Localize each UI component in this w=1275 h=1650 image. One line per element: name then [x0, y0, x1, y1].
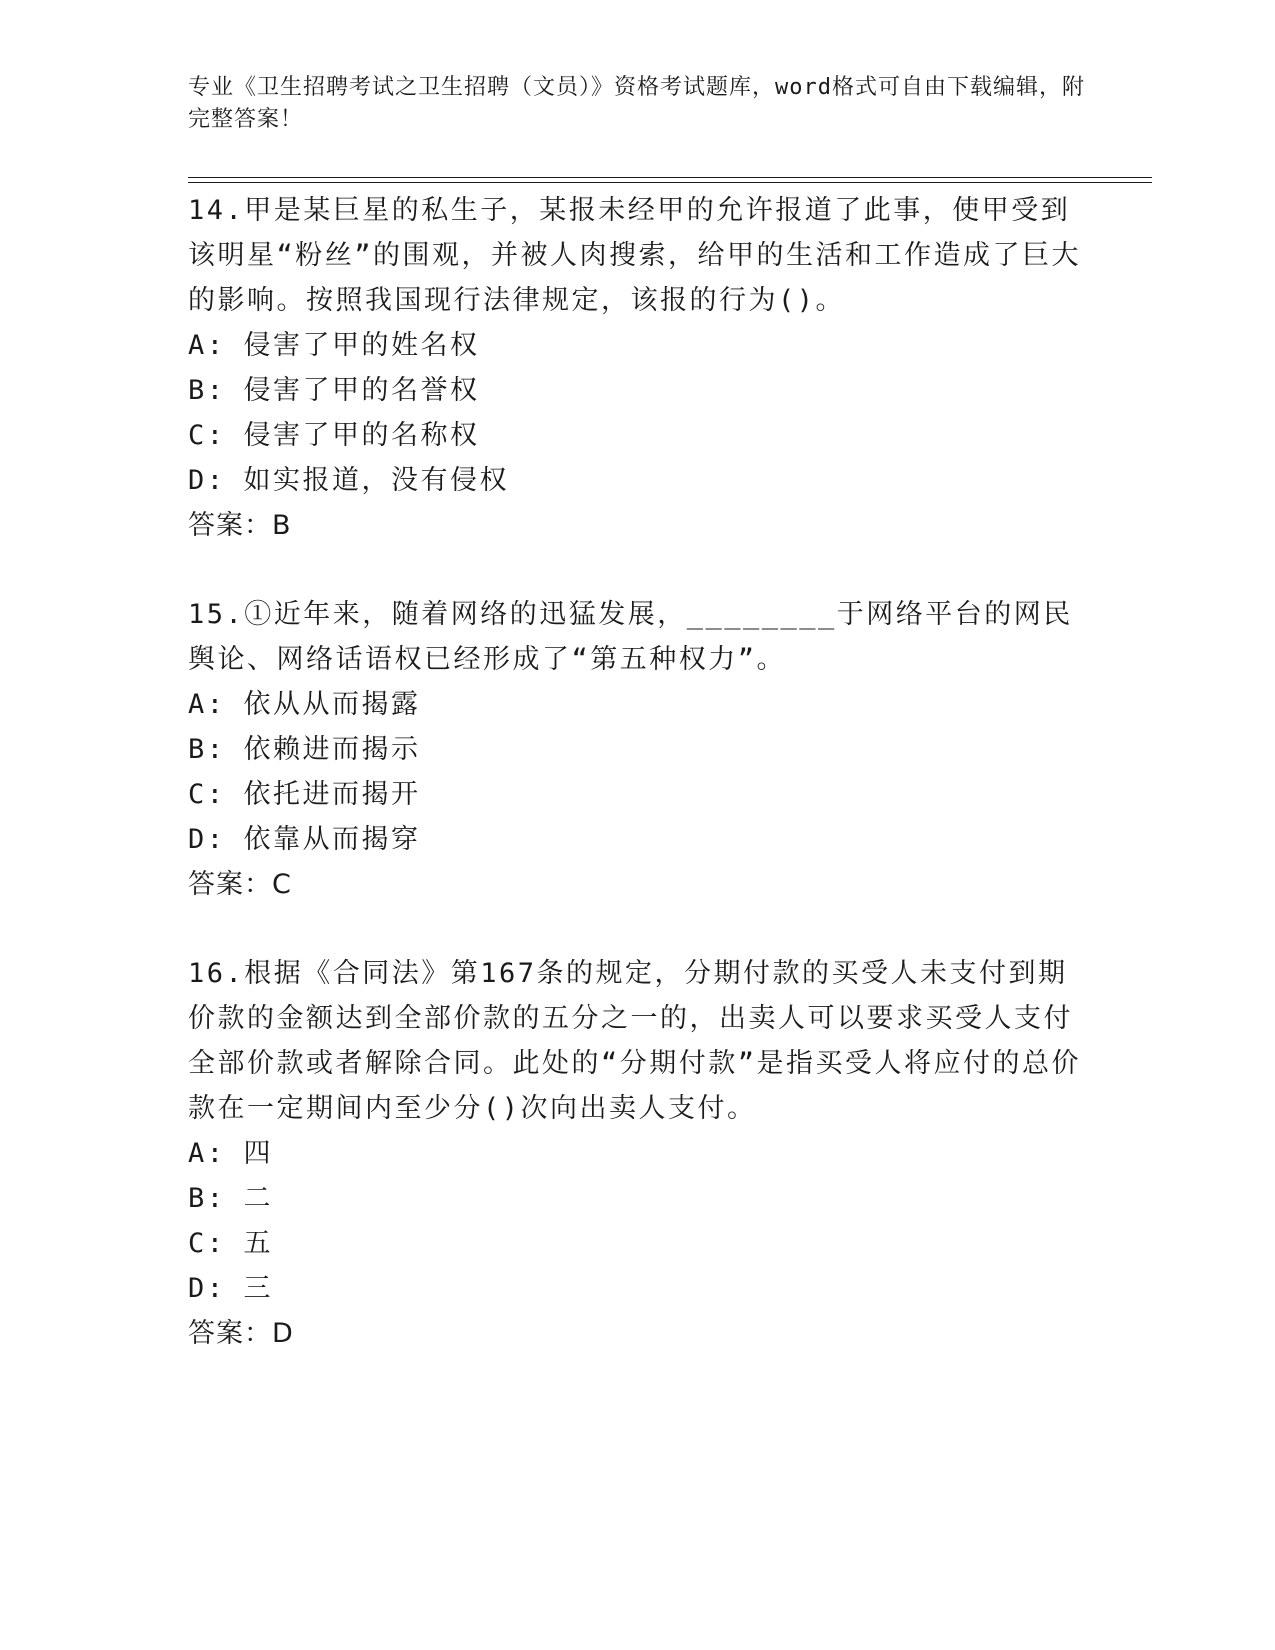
option-letter: B:: [188, 1183, 226, 1214]
option-d: [188, 1266, 1088, 1311]
question-stem: 14.甲是某巨星的私生子，某报未经甲的允许报道了此事，使甲受到该明星“粉丝”的围观，并被人肉搜索，给甲的生活和工作造成了巨大的影响。按照我国现行法律规定，该报的行为()。: [188, 195, 1082, 316]
option-b: [188, 727, 1088, 772]
answer-line: 答案：D: [188, 1318, 294, 1349]
option-text: 依托进而揭开: [243, 779, 421, 810]
option-a: [188, 682, 1088, 727]
option-letter: C:: [188, 420, 226, 451]
answer-line: 答案：B: [188, 510, 292, 541]
answer-line: 答案：C: [188, 869, 292, 900]
option-text: 二: [243, 1183, 274, 1214]
option-letter: D:: [188, 1273, 226, 1304]
option-letter: A:: [188, 330, 226, 361]
option-text: 五: [243, 1228, 274, 1259]
option-text: 三: [243, 1273, 274, 1304]
option-text: 依靠从而揭穿: [243, 824, 421, 855]
option-text: 侵害了甲的名称权: [243, 420, 480, 451]
question-stem: 15.①近年来，随着网络的迅猛发展，________于网络平台的网民舆论、网络话语权已经形成了“第五种权力”。: [188, 599, 1073, 675]
document-header: 专业《卫生招聘考试之卫生招聘（文员）》资格考试题库，word格式可自由下载编辑，附完整答案！: [188, 75, 1085, 132]
option-letter: C:: [188, 1228, 226, 1259]
option-a: [188, 1131, 1088, 1176]
header-divider-top: [188, 177, 1152, 178]
option-text: 如实报道，没有侵权: [243, 465, 510, 496]
option-letter: D:: [188, 465, 226, 496]
option-letter: D:: [188, 824, 226, 855]
option-c: [188, 1221, 1088, 1266]
question-stem: 16.根据《合同法》第167条的规定，分期付款的买受人未支付到期价款的金额达到全部价款的五分之一的，出卖人可以要求买受人支付全部价款或者解除合同。此处的“分期付款”是指买受人将应付的总价款在一定期间内至少分()次向出卖人支付。: [188, 958, 1082, 1124]
option-text: 四: [243, 1138, 274, 1169]
option-b: [188, 368, 1088, 413]
option-text: 依从从而揭露: [243, 689, 421, 720]
option-c: [188, 413, 1088, 458]
question-list: [188, 188, 1088, 1400]
option-letter: B:: [188, 734, 226, 765]
question-14: [188, 188, 1088, 548]
option-c: [188, 772, 1088, 817]
question-16: [188, 951, 1088, 1356]
option-letter: A:: [188, 1138, 226, 1169]
option-d: [188, 458, 1088, 503]
option-d: [188, 817, 1088, 862]
header-divider-bottom: [188, 182, 1152, 183]
option-letter: A:: [188, 689, 226, 720]
option-text: 侵害了甲的名誉权: [243, 375, 480, 406]
option-letter: C:: [188, 779, 226, 810]
option-a: [188, 323, 1088, 368]
option-text: 侵害了甲的姓名权: [243, 330, 480, 361]
option-b: [188, 1176, 1088, 1221]
option-letter: B:: [188, 375, 226, 406]
option-text: 依赖进而揭示: [243, 734, 421, 765]
question-15: [188, 592, 1088, 907]
